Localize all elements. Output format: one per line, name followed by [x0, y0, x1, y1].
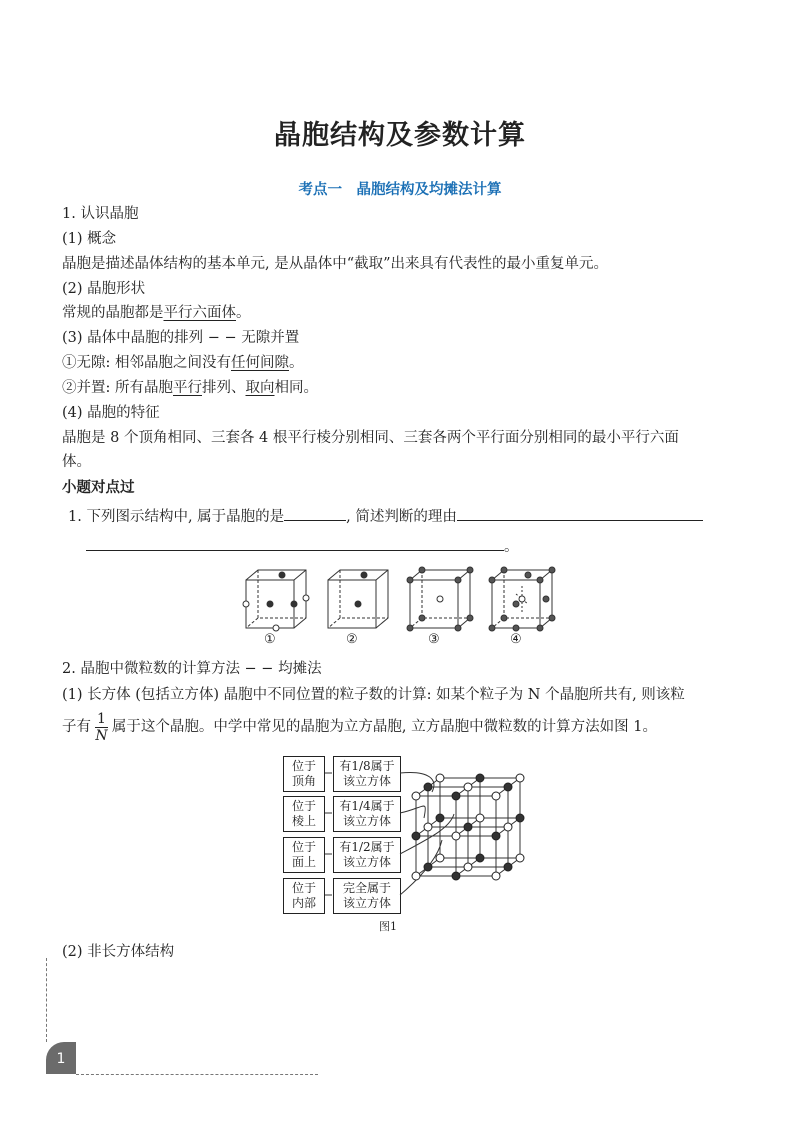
paragraph-no-gap: ①无隙: 相邻晶胞之间没有任何间隙。 [62, 355, 304, 371]
heading-2: 2. 晶胞中微粒数的计算方法 − − 均摊法 [62, 661, 322, 677]
page-number: 1 [46, 1042, 76, 1074]
paragraph-concept: 晶胞是描述晶体结构的基本单元, 是从晶体中“截取”出来具有代表性的最小重复单元。 [62, 256, 609, 272]
fig1-caption: 图1 [379, 920, 397, 933]
heading-1: 1. 认识晶胞 [62, 206, 139, 222]
heading-concept: (1) 概念 [62, 231, 117, 247]
paragraph-shape: 常规的晶胞都是平行六面体。 [62, 305, 251, 321]
cube-label-4: ④ [510, 632, 522, 647]
answer-blank-3[interactable] [86, 536, 504, 551]
heading-features: (4) 晶胞的特征 [62, 405, 160, 421]
practice-heading: 小题对点过 [62, 480, 135, 496]
question-1-cont: 。 [86, 536, 519, 557]
question-1: 1. 下列图示结构中, 属于晶胞的是 , 简述判断的理由 [68, 506, 703, 527]
page-title: 晶胞结构及参数计算 [274, 120, 526, 151]
fig1-desc-inside: 完全属于 该立方体 [333, 878, 401, 914]
cube-label-1: ① [264, 632, 276, 647]
fig1-desc-edge: 有1/4属于 该立方体 [333, 796, 401, 832]
cube-label-2: ② [346, 632, 358, 647]
paragraph-features-cont: 体。 [62, 454, 91, 470]
fig1-lattice-diagram [320, 768, 530, 908]
paragraph-parallel: ②并置: 所有晶胞平行排列、取向相同。 [62, 380, 318, 396]
section-heading: 考点一 晶胞结构及均摊法计算 [298, 182, 502, 198]
answer-blank-1[interactable] [284, 506, 346, 521]
fig1-pos-inside: 位于 内部 [283, 878, 325, 914]
footer-dashed-line [76, 1074, 318, 1075]
paragraph-features: 晶胞是 8 个顶角相同、三套各 4 根平行棱分别相同、三套各两个平行面分别相同的最小平行六面 [62, 430, 679, 446]
fraction-1-over-N: $\frac{1}{N}$ [95, 710, 108, 744]
heading-shape: (2) 晶胞形状 [62, 281, 146, 297]
margin-dashed-line [46, 958, 47, 1042]
heading-arrangement: (3) 晶体中晶胞的排列 − − 无隙并置 [62, 330, 300, 346]
paragraph-2-1: (1) 长方体 (包括立方体) 晶胞中不同位置的粒子数的计算: 如某个粒子为 N 个晶胞所共有, 则该粒 [62, 687, 685, 703]
cube-4 [489, 567, 555, 631]
fig1-desc-corner: 有1/8属于 该立方体 [333, 756, 401, 792]
fig1-desc-face: 有1/2属于 该立方体 [333, 837, 401, 873]
fig1-pos-edge: 位于 棱上 [283, 796, 325, 832]
cube-3 [407, 567, 473, 631]
fig1-pos-face: 位于 面上 [283, 837, 325, 873]
answer-blank-2[interactable] [457, 506, 703, 521]
cube-label-3: ③ [428, 632, 440, 647]
heading-2-2: (2) 非长方体结构 [62, 944, 175, 960]
cube-2 [328, 570, 388, 628]
cube-figures [236, 566, 576, 652]
paragraph-2-1-cont: 子有 $\frac{1}{N}$ 属于这个晶胞。中学中常见的晶胞为立方晶胞, 立方晶胞中微粒数的计算方法如图 1。 [62, 710, 657, 744]
fig1-pos-corner: 位于 顶角 [283, 756, 325, 792]
cube-1 [243, 570, 309, 631]
